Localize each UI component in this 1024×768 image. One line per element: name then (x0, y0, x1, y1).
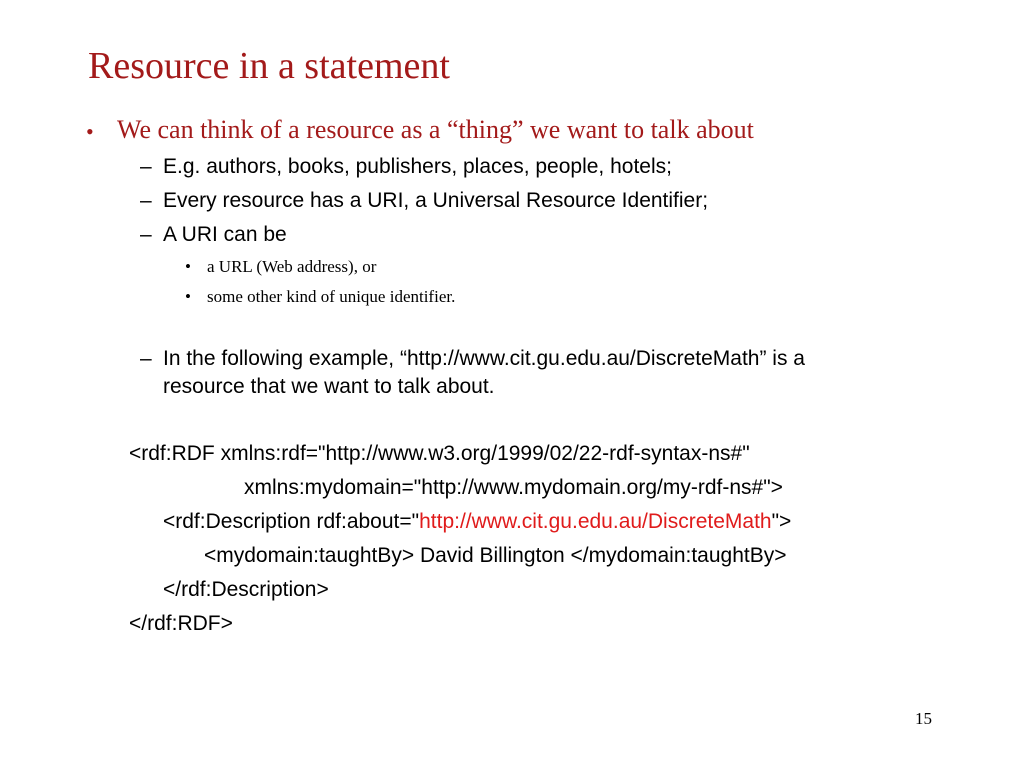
uri-option-url: a URL (Web address), or (207, 257, 377, 276)
example-text-line2: resource that we want to talk about. (163, 375, 495, 398)
dash-marker: – (140, 155, 152, 178)
code-line-rdf-open: <rdf:RDF xmlns:rdf="http://www.w3.org/1999/02/22-rdf-syntax-ns#" (129, 442, 750, 465)
dash-marker: – (140, 189, 152, 212)
code-line-description-close: </rdf:Description> (163, 578, 329, 601)
code-description-suffix: "> (771, 510, 792, 533)
page-number: 15 (915, 709, 932, 728)
sub-item-uri-can-be: A URI can be (163, 223, 287, 246)
uri-option-other: some other kind of unique identifier. (207, 287, 456, 306)
bullet-marker: • (86, 119, 94, 144)
sub-item-uri: Every resource has a URI, a Universal Resource Identifier; (163, 189, 709, 212)
code-line-rdf-close: </rdf:RDF> (129, 612, 233, 635)
bullet-marker: • (185, 257, 191, 276)
code-description-prefix: <rdf:Description rdf:about=" (163, 510, 420, 533)
bullet-marker: • (185, 287, 191, 306)
code-resource-link: http://www.cit.gu.edu.au/DiscreteMath (419, 510, 772, 533)
slide-title: Resource in a statement (88, 45, 450, 87)
sub-item-examples: E.g. authors, books, publishers, places, people, hotels; (163, 155, 672, 178)
code-line-description-open (163, 510, 791, 534)
main-bullet-text: We can think of a resource as a “thing” we want to talk about (117, 115, 754, 144)
code-line-xmlns-mydomain: xmlns:mydomain="http://www.mydomain.org/my-rdf-ns#"> (244, 476, 783, 499)
example-text-line1: In the following example, “http://www.cit.gu.edu.au/DiscreteMath” is a (163, 347, 805, 370)
code-line-taught-by: <mydomain:taughtBy> David Billington </mydomain:taughtBy> (204, 544, 787, 567)
dash-marker: – (140, 347, 152, 370)
dash-marker: – (140, 223, 152, 246)
